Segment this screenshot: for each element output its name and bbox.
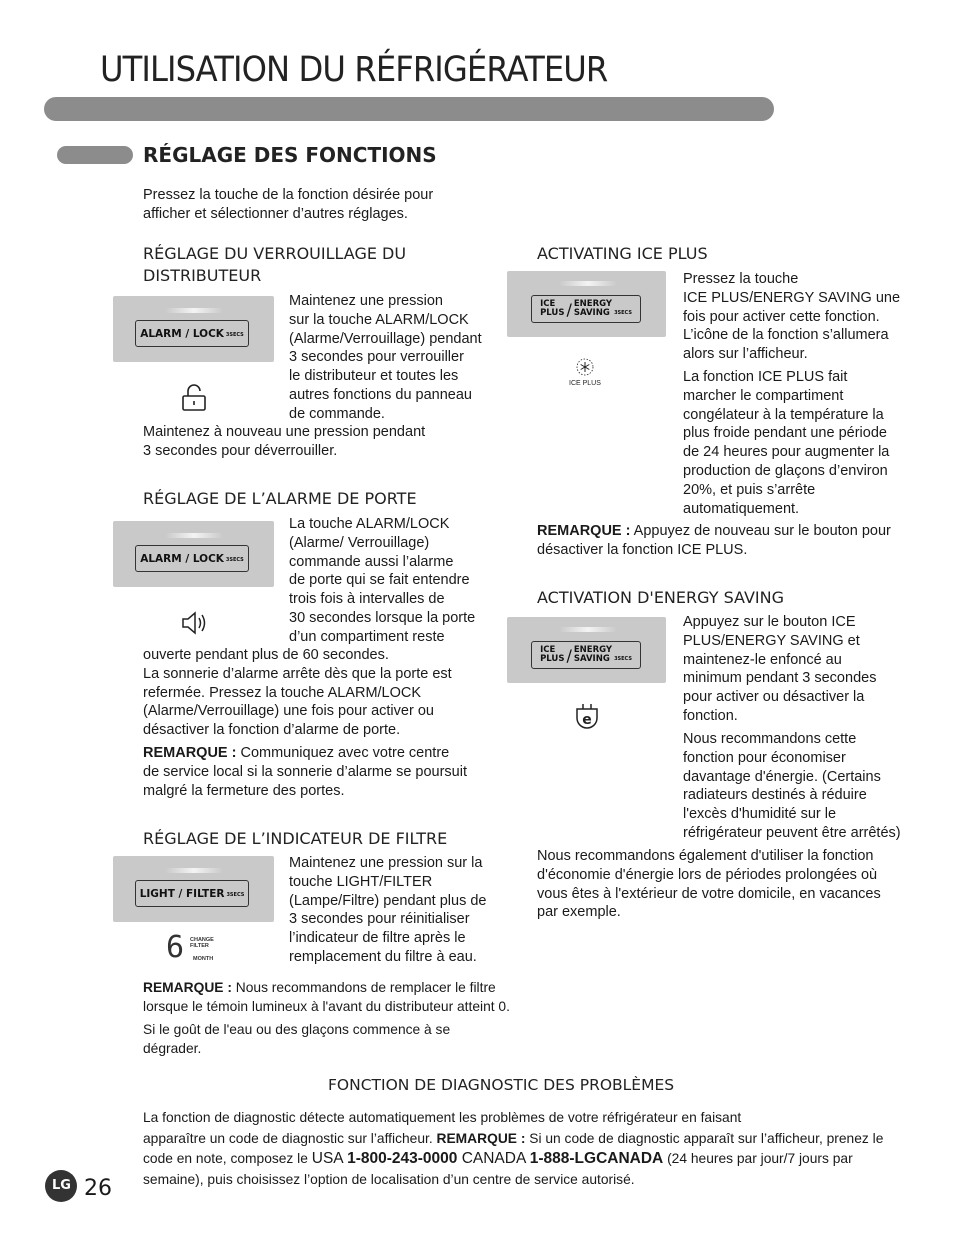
ice-plus-energy-button[interactable]: ICE PLUS / ENERGY SAVING 3SECS: [531, 295, 641, 323]
energy-control-panel: [507, 617, 666, 683]
diagnostic-text: La fonction de diagnostic détecte automatiquement les problèmes de votre réfrigérateur en faisant apparaître un code de diagnostic sur l’afficheur. REMARQUE : Si un code de diagnostic apparaît sur l’afficheur, prenez le code en note, composez le USA 1-800-243-0000 CANADA 1-888-LGCANADA (24 heures par jour/7 jours par semaine), puis choisissez l’option de localisation d’un centre de service autorisé.: [143, 1110, 884, 1187]
ice-plus-note: REMARQUE : Appuyez de nouveau sur le bouton pour désactiver la fonction ICE PLUS.: [537, 523, 891, 558]
alarm-text-2: ouverte pendant plus de 60 secondes. La sonnerie d’alarme arrête dès que la porte est refermée. Pressez la touche ALARM/LOCK (Alarme/Verrouillage) une fois pour activer ou désactiver la fonction d’alarme de porte.: [143, 647, 452, 739]
ice-plus-energy-button-2[interactable]: ICE PLUS / ENERGY SAVING 3SECS: [531, 641, 641, 669]
filter-text: Maintenez une pression sur la touche LIGHT/FILTER (Lampe/Filtre) pendant plus de 3 secondes pour réinitialiser l’indicateur de filtre après le remplacement du filtre à eau.: [289, 855, 487, 965]
filter-digit: 6: [166, 930, 185, 965]
lock-control-panel: [113, 296, 274, 362]
svg-text:e: e: [582, 712, 592, 728]
lock-text-2: Maintenez à nouveau une pression pendant 3 secondes pour déverrouiller.: [143, 424, 426, 459]
section-marker: [57, 146, 133, 164]
ice-plus-text: Pressez la touche ICE PLUS/ENERGY SAVING une fois pour activer cette fonction. L’icône de la fonction s’allumera alors sur l’afficheur.: [683, 271, 901, 363]
energy-plug-icon: [574, 703, 600, 736]
header-bar: [44, 97, 774, 121]
speaker-icon: [180, 610, 210, 641]
filter-note: REMARQUE : Nous recommandons de remplacer le filtre lorsque le témoin lumineux à l'avant du distributeur atteint 0.: [143, 980, 510, 1014]
ice-plus-heading: ACTIVATING ICE PLUS: [537, 244, 708, 263]
light-filter-button[interactable]: LIGHT / FILTER 3SECS: [135, 880, 249, 907]
energy-heading: ACTIVATION D'ENERGY SAVING: [537, 588, 784, 607]
lg-logo: LG: [45, 1170, 77, 1202]
snowflake-icon: [568, 358, 602, 387]
energy-text-2: Nous recommandons cette fonction pour économiser davantage d'énergie. (Certains radiateurs destinés à réduire l'excès d'humidité sur le réfrigérateur peuvent être arrêtés): [683, 731, 901, 841]
ice-plus-icon-label: ICE PLUS: [569, 380, 601, 387]
alarm-heading: RÉGLAGE DE L’ALARME DE PORTE: [143, 489, 417, 508]
alarm-lock-button-2[interactable]: ALARM / LOCK 3SECS: [135, 545, 249, 572]
filter-heading: RÉGLAGE DE L’INDICATEUR DE FILTRE: [143, 829, 448, 848]
energy-text-3: Nous recommandons également d'utiliser la fonction d'économie d'énergie lors de périodes prolongées où vous êtes à l'extérieur de votre domicile, en vacances par exemple.: [537, 848, 881, 921]
section-title: RÉGLAGE DES FONCTIONS: [143, 143, 437, 167]
filter-month-label: MONTH: [193, 956, 214, 962]
filter-control-panel: [113, 856, 274, 922]
diagnostic-heading: FONCTION DE DIAGNOSTIC DES PROBLÈMES: [328, 1076, 675, 1094]
intro-text: Pressez la touche de la fonction désirée pour afficher et sélectionner d’autres réglages.: [143, 187, 434, 222]
alarm-note: REMARQUE : Communiquez avec votre centre de service local si la sonnerie d’alarme se poursuit malgré la fermeture des portes.: [143, 745, 467, 799]
ice-plus-control-panel: [507, 271, 666, 337]
energy-text: Appuyez sur le bouton ICE PLUS/ENERGY SAVING et maintenez-le enfoncé au minimum pendant 3 secondes pour activer ou désactiver la fonction.: [683, 614, 877, 724]
alarm-lock-button[interactable]: ALARM / LOCK 3SECS: [135, 320, 249, 347]
lock-icon: [180, 383, 208, 418]
lock-text: Maintenez une pression sur la touche ALARM/LOCK (Alarme/Verrouillage) pendant 3 secondes pour verrouiller le distributeur et toutes les autres fonctions du panneau de commande.: [289, 293, 482, 422]
ice-plus-text-2: La fonction ICE PLUS fait marcher le compartiment congélateur à la température la plus froide pendant une période de 24 heures pour augmenter la production de glaçons d’environ 20%, et puis s’arrête automatiquement.: [683, 369, 890, 517]
alarm-text: La touche ALARM/LOCK (Alarme/ Verrouillage) commande aussi l’alarme de porte qui se fait entendre trois fois à intervalles de 30 secondes lorsque la porte d’un compartiment reste: [289, 516, 476, 645]
page-number: 26: [84, 1176, 112, 1201]
filter-note-2: Si le goût de l'eau ou des glaçons commence à se dégrader.: [143, 1022, 451, 1056]
page-title: UTILISATION DU RÉFRIGÉRATEUR: [100, 50, 608, 90]
lock-heading: RÉGLAGE DU VERROUILLAGE DU DISTRIBUTEUR: [143, 244, 407, 285]
filter-display-labels: CHANGE FILTER: [190, 937, 214, 949]
alarm-control-panel: [113, 521, 274, 587]
